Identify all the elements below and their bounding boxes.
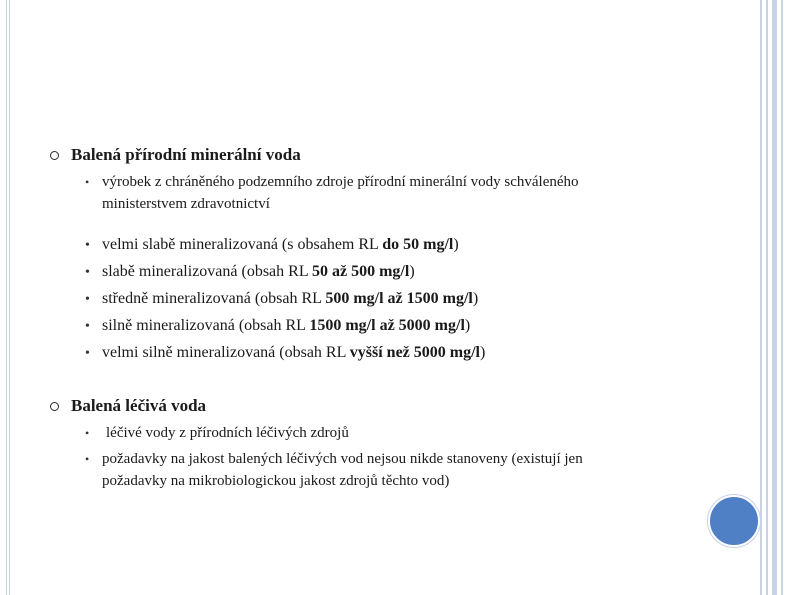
right-border-line (766, 0, 768, 595)
section-bullet-icon (50, 402, 59, 411)
bullet-dot-icon: • (85, 346, 90, 361)
bullet-dot-icon: • (85, 175, 90, 189)
list-item: požadavky na jakost balených léčivých vod nejsou nikde stanoveny (existují jen (102, 451, 583, 467)
accent-circle-icon (708, 495, 760, 547)
right-border-line (760, 0, 762, 595)
bullet-dot-icon: • (85, 292, 90, 307)
list-item: léčivé vody z přírodních léčivých zdrojů (106, 425, 349, 441)
list-item: slabě mineralizovaná (obsah RL 50 až 500 mg/l) (102, 263, 415, 280)
section-heading: Balená přírodní minerální voda (71, 145, 301, 164)
section-heading: Balená léčivá voda (71, 396, 207, 415)
list-item: velmi silně mineralizovaná (obsah RL vyšší než 5000 mg/l) (102, 344, 486, 361)
intro-line: ministerstvem zdravotnictví (102, 196, 270, 212)
bullet-dot-icon: • (85, 426, 90, 440)
section-bullet-icon (50, 151, 59, 160)
right-border-line (772, 0, 777, 595)
list-item-continuation: požadavky na mikrobiologickou jakost zdrojů těchto vod) (102, 473, 450, 489)
list-item: velmi slabě mineralizovaná (s obsahem RL do 50 mg/l) (102, 236, 459, 253)
left-border-line (9, 0, 10, 595)
list-item: středně mineralizovaná (obsah RL 500 mg/l až 1500 mg/l) (102, 290, 479, 307)
list-item: silně mineralizovaná (obsah RL 1500 mg/l až 5000 mg/l) (102, 317, 471, 334)
bullet-dot-icon: • (85, 319, 90, 334)
bullet-dot-icon: • (85, 265, 90, 280)
intro-line: výrobek z chráněného podzemního zdroje přírodní minerální vody schváleného (102, 174, 579, 190)
left-border-line (6, 0, 7, 595)
bullet-dot-icon: • (85, 238, 90, 253)
bullet-dot-icon: • (85, 452, 90, 466)
right-border-line (781, 0, 783, 595)
